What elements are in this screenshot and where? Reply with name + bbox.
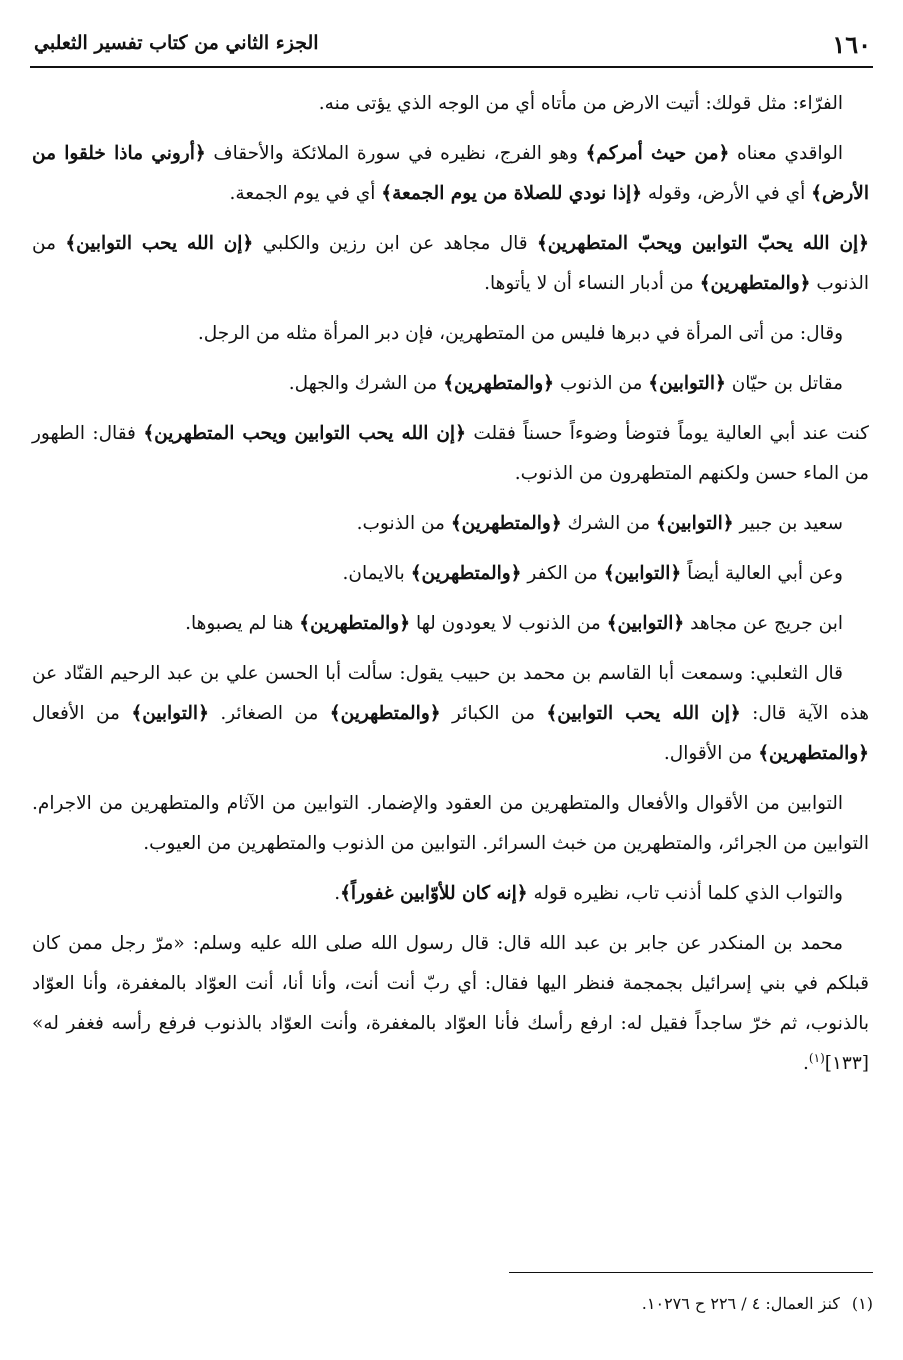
quran-quote: ﴿أروني ماذا خلقوا من الأرض﴾ bbox=[32, 143, 869, 204]
running-title: الجزء الثاني من كتاب تفسير الثعلبي bbox=[34, 32, 319, 54]
quran-quote: ﴿التوابين﴾ bbox=[656, 513, 734, 534]
quran-quote: ﴿التوابين﴾ bbox=[131, 703, 209, 724]
footnote-text: كنز العمال: ٤ / ٢٢٦ ح ١٠٢٧٦. bbox=[641, 1294, 840, 1313]
text-run: من الذنوب bbox=[32, 233, 869, 294]
text-run: . bbox=[803, 1053, 809, 1074]
quran-quote: ﴿والمتطهرين﴾ bbox=[699, 273, 811, 294]
text-run: وعن أبي العالية أيضاً bbox=[681, 563, 843, 584]
text-run: من الكفر bbox=[521, 563, 604, 584]
text-run: قال الثعلبي: وسمعت أبا القاسم بن محمد بن حبيب يقول: سألت أبا الحسن علي بن عبد الرحيم القنّاد عن هذه الآية قال: bbox=[32, 663, 869, 724]
quran-quote: ﴿والمتطهرين﴾ bbox=[443, 373, 554, 394]
text-run: كنت عند أبي العالية يوماً فتوضأ وضوءاً حسناً فقلت bbox=[465, 423, 869, 444]
quran-quote: ﴿إذا نودي للصلاة من يوم الجمعة﴾ bbox=[381, 183, 643, 204]
text-run: وهو الفرج، نظيره في سورة الملائكة والأحقاف bbox=[205, 143, 586, 164]
paragraph bbox=[32, 414, 869, 494]
page-header bbox=[30, 26, 873, 68]
paragraph bbox=[32, 134, 869, 214]
quran-quote: ﴿إن الله يحب التوابين﴾ bbox=[546, 703, 741, 724]
quran-quote: ﴿التوابين﴾ bbox=[648, 373, 726, 394]
paragraph bbox=[32, 784, 869, 864]
text-run: من أدبار النساء أن لا يأتوها. bbox=[484, 273, 700, 294]
quran-quote: ﴿إن الله يحب التوابين ويحب المتطهرين﴾ bbox=[143, 423, 466, 444]
text-run: من الأقوال. bbox=[663, 743, 759, 764]
text-run: محمد بن المنكدر عن جابر بن عبد الله قال: قال رسول الله صلى الله عليه وسلم: «مرّ رجل ممن كان قبلكم في بني إسرائيل بجمجمة فنظر اليها فقال: أي ربّ أنت أنت، وأنا أنا، أنت العوّاد بالمغفرة، وأنا العوّاد بالذنوب، ثم خرّ ساجداً فقيل له: ارفع رأسك فأنا العوّاد بالمغفرة، وأنت العوّاد بالذنوب فرفع رأسه فغفر له» [١٣٣] bbox=[32, 933, 869, 1074]
text-run: بالايمان. bbox=[342, 563, 411, 584]
text-run: هنا لم يصبوها. bbox=[185, 613, 300, 634]
text-run: وقال: من أتى المرأة في دبرها فليس من المتطهرين، فإن دبر المرأة مثله من الرجل. bbox=[197, 323, 843, 344]
text-run: من الشرك والجهل. bbox=[288, 373, 444, 394]
footnote-number: (١) bbox=[851, 1294, 873, 1313]
text-run: من الكبائر bbox=[440, 703, 547, 724]
quran-quote: ﴿إن الله يحبّ التوابين ويحبّ المتطهرين﴾ bbox=[536, 233, 870, 254]
text-run: فقال: الطهور من الماء حسن ولكنهم المتطهرون من الذنوب. bbox=[32, 423, 869, 484]
quran-quote: ﴿والمتطهرين﴾ bbox=[410, 563, 522, 584]
quran-quote: ﴿إن الله يحب التوابين﴾ bbox=[65, 233, 254, 254]
paragraph bbox=[32, 924, 869, 1084]
text-run: الواقدي معناه bbox=[729, 143, 843, 164]
text-run: أي في يوم الجمعة. bbox=[229, 183, 382, 204]
text-run: من الذنوب bbox=[554, 373, 649, 394]
paragraph bbox=[32, 224, 869, 304]
footnote-divider bbox=[509, 1272, 873, 1273]
quran-quote: ﴿من حيث أمركم﴾ bbox=[585, 143, 730, 164]
text-run: من الذنوب. bbox=[356, 513, 451, 534]
text-run: . bbox=[334, 883, 341, 904]
text-run: قال مجاهد عن ابن رزين والكلبي bbox=[253, 233, 537, 254]
paragraph bbox=[32, 554, 869, 594]
quran-quote: ﴿التوابين﴾ bbox=[606, 613, 685, 634]
paragraph bbox=[32, 604, 869, 644]
quran-quote: ﴿والمتطهرين﴾ bbox=[450, 513, 562, 534]
quran-quote: ﴿التوابين﴾ bbox=[603, 563, 682, 584]
text-run: مقاتل بن حيّان bbox=[725, 373, 843, 394]
paragraph bbox=[32, 654, 869, 774]
text-run: من الأفعال bbox=[32, 703, 132, 724]
quran-quote: ﴿والمتطهرين﴾ bbox=[329, 703, 441, 724]
paragraph bbox=[32, 874, 869, 914]
paragraph bbox=[32, 364, 869, 404]
quran-quote: ﴿والمتطهرين﴾ bbox=[758, 743, 869, 764]
footnote bbox=[30, 1292, 873, 1316]
paragraph bbox=[32, 84, 869, 124]
text-run: التوابين من الأقوال والأفعال والمتطهرين من العقود والإضمار. التوابين من الآثام والمتطهرين من الاجرام. التوابين من الجرائر، والمتطهرين من خبث السرائر. التوابين من الذنوب والمتطهرين من العيوب. bbox=[32, 793, 869, 854]
page-number: ١٦٠ bbox=[832, 30, 871, 59]
paragraph bbox=[32, 314, 869, 354]
text-run: سعيد بن جبير bbox=[733, 513, 843, 534]
footnote-ref: (١) bbox=[808, 1050, 825, 1065]
text-run: ابن جريج عن مجاهد bbox=[684, 613, 843, 634]
text-run: الفرّاء: مثل قولك: أتيت الارض من مأتاه أي من الوجه الذي يؤتى منه. bbox=[318, 93, 843, 114]
main-text bbox=[32, 84, 869, 1094]
text-run: أي في الأرض، وقوله bbox=[642, 183, 812, 204]
text-run: من الذنوب لا يعودون لها bbox=[410, 613, 607, 634]
quran-quote: ﴿إنه كان للأوّابين غفوراً﴾ bbox=[340, 883, 528, 904]
text-run: من الشرك bbox=[561, 513, 657, 534]
paragraph bbox=[32, 504, 869, 544]
text-run: والتواب الذي كلما أذنب تاب، نظيره قوله bbox=[527, 883, 843, 904]
text-run: من الصغائر. bbox=[208, 703, 330, 724]
quran-quote: ﴿والمتطهرين﴾ bbox=[299, 613, 411, 634]
